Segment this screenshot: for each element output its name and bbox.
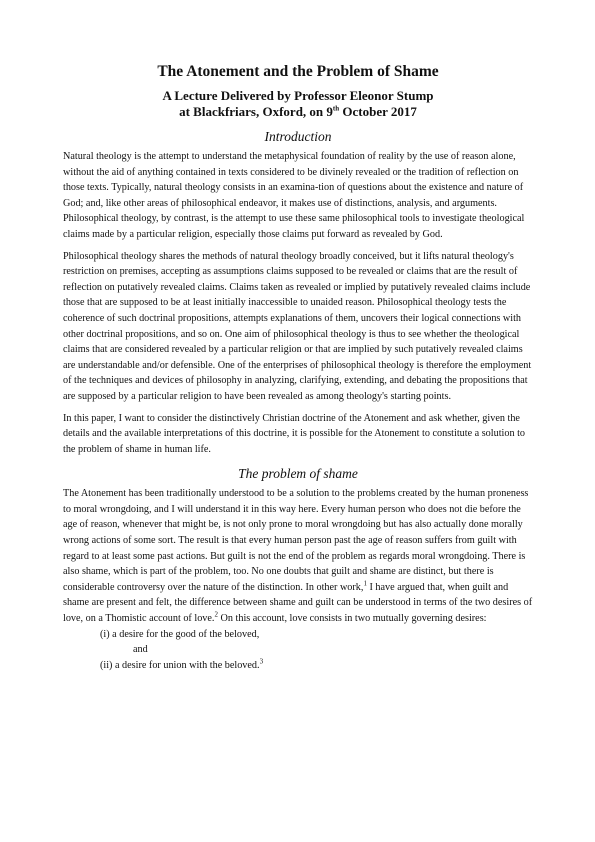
paragraph-shame-1-text-a: The Atonement has been traditionally understood to be a solution to the problems created by the human proneness to moral wrongdoing, and I will understand it in this way here. Every human person who does not die before the age of reason, whenever that might be, is not only prone to moral wrongdoing but has also actually done morally wrong actions of some sort. The result is that every human person past the age of reason suffers from guilt with regard to at least some past actions. But guilt is not the end of the problem as regards moral wrongdoing. There is also shame, which is part of the problem, too. No one doubts that guilt and shame are distinct, but there is considerable controversy over the nature of the distinction. In other work, — [63, 488, 529, 593]
subtitle-line-1: A Lecture Delivered by Professor Eleonor Stump — [162, 88, 434, 103]
love-desires-list — [63, 627, 533, 674]
document-page — [63, 62, 533, 673]
paragraph-intro-1: Natural theology is the attempt to understand the metaphysical foundation of reality by the use of reason alone, without the aid of anything contained in texts considered to be divinely revealed or the tradition of reflection on those texts. Typically, natural theology consists in an examina-tion of questions about the existence and nature of God; and, like other areas of philosophical endeavor, it makes use of distinctions, analysis, and arguments. Philosophical theology, by contrast, is the attempt to use these same philosophical tools to investigate theological claims made by a particular religion, especially those claims put forward as revealed by God. — [63, 151, 525, 240]
subtitle-line-2 — [63, 104, 533, 120]
list-item-2 — [63, 658, 533, 674]
section-heading-shame: The problem of shame — [238, 466, 358, 482]
footnote-ref-3[interactable]: 3 — [259, 657, 264, 666]
paragraph-shame-1 — [63, 486, 533, 626]
section-heading-introduction: Introduction — [264, 129, 332, 144]
subtitle-line-2-date: October 2017 — [339, 104, 417, 119]
footnote-ref-1[interactable]: 1 — [363, 579, 367, 588]
document-title: The Atonement and the Problem of Shame — [157, 63, 439, 80]
list-item-2-text: (ii) a desire for union with the beloved. — [100, 659, 260, 671]
subtitle-line-2-text: at Blackfriars, Oxford, on 9 — [179, 104, 333, 119]
paragraph-shame-1-text-c: On this account, love consists in two mutually governing desires: — [217, 613, 487, 625]
subtitle-ordinal: th — [332, 104, 340, 113]
footnote-ref-2[interactable]: 2 — [214, 610, 218, 619]
paragraph-shame-1-text-b: I have argued that, when guilt and shame are present and felt, the difference between shame and guilt can be understood in terms of the two desires of love, on a Thomistic account of love. — [63, 581, 533, 625]
list-item-1: (i) a desire for the good of the beloved, — [100, 628, 260, 640]
paragraph-intro-3: In this paper, I want to consider the distinctively Christian doctrine of the Atonement and ask whether, given the details and the available interpretations of this doctrine, it is possible for the Atonement to constitute a solution to the problem of shame in human life. — [63, 412, 526, 455]
list-conjunction: and — [133, 644, 148, 656]
paragraph-intro-2: Philosophical theology shares the methods of natural theology broadly conceived, but it lifts natural theology's restriction on premises, accepting as assumptions claims supposed to be revealed or claims that are the result of reflection on putatively revealed claims. Claims taken as revealed or implied by putatively revealed claims include those that are supposed to be at least initially inaccessible to unaided reason. Philosophical theology tests the coherence of such doctrinal propositions, attempts explanations of them, uncovers their logical connections with other doctrinal propositions, and so on. One aim of philosophical theology is thus to see whether the theological claims that are considered revealed by a particular religion or that are implied by such putatively revealed claims are understandable and/or defensible. One of the enterprises of philosophical theology is therefore the employment of the techniques and devices of philosophy in analyzing, clarifying, extending, and debating the propositions that are supposed by a particular religion to have been revealed as among theology's starting points. — [63, 250, 532, 402]
